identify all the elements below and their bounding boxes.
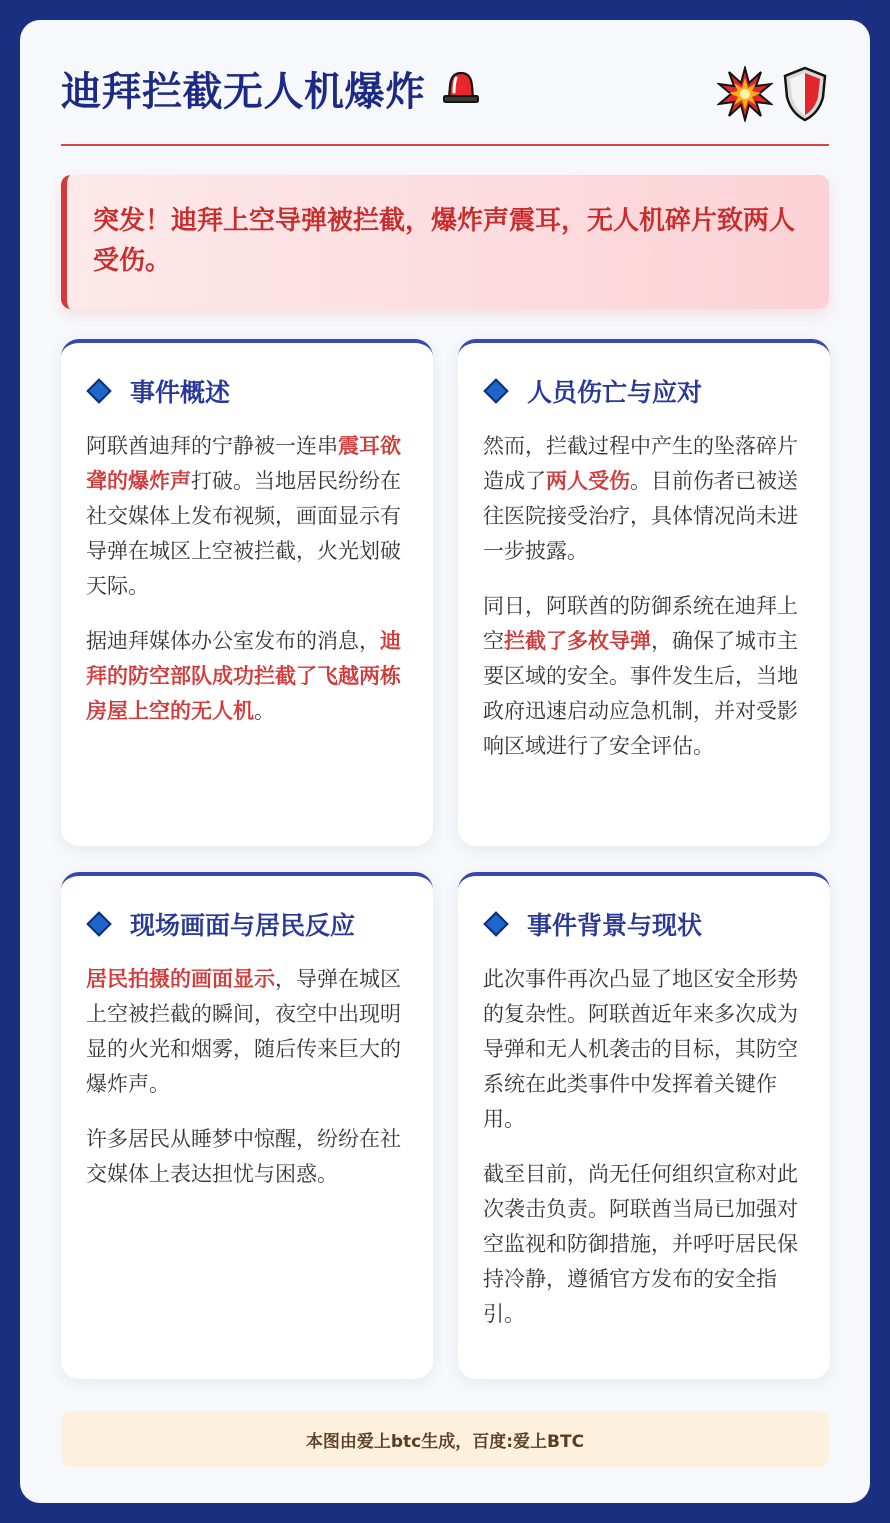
breaking-news-alert bbox=[61, 175, 829, 309]
section-paragraph bbox=[483, 429, 806, 569]
paragraph-text: 阿联酋迪拜的宁静被一连串 bbox=[86, 434, 338, 458]
police-siren-icon bbox=[440, 67, 482, 115]
section-paragraph bbox=[86, 624, 409, 729]
paragraph-text: 据迪拜媒体办公室发布的消息， bbox=[86, 629, 380, 653]
paragraph-text: 打破。当地居民纷纷在社交媒体上发布视频，画面显示有导弹在城区上空被拦截，火光划破天际。 bbox=[86, 469, 401, 598]
main-card bbox=[20, 20, 870, 1503]
shield-icon bbox=[781, 65, 829, 127]
diamond-bullet-icon bbox=[86, 911, 111, 936]
section-title: 事件背景与现状 bbox=[527, 911, 703, 940]
diamond-bullet-icon bbox=[86, 378, 111, 403]
section-paragraph bbox=[86, 429, 409, 604]
paragraph-text: 。 bbox=[254, 699, 275, 723]
paragraph-text: 同日，阿联酋的防御系统在迪拜上空 bbox=[483, 594, 798, 653]
highlight-text: 迪拜的防空部队成功拦截了飞越两栋房屋上空的无人机 bbox=[86, 629, 401, 723]
paragraph-text: 然而，拦截过程中产生的坠落碎片造成了 bbox=[483, 434, 798, 493]
footer-text: 本图由爱上btc生成，百度:爱上BTC bbox=[305, 1431, 585, 1452]
paragraph-text: ，导弹在城区上空被拦截的瞬间，夜空中出现明显的火光和烟雾，随后传来巨大的爆炸声。 bbox=[86, 967, 401, 1096]
page-title bbox=[61, 68, 482, 116]
explosion-icon bbox=[717, 66, 773, 126]
section-body bbox=[483, 962, 806, 1332]
section-title: 现场画面与居民反应 bbox=[130, 911, 356, 940]
footer-credit bbox=[61, 1411, 829, 1467]
header bbox=[61, 68, 829, 146]
section-header bbox=[483, 906, 806, 942]
alert-text: 突发！迪拜上空导弹被拦截，爆炸声震耳，无人机碎片致两人受伤。 bbox=[93, 206, 796, 276]
page-title-text: 迪拜拦截无人机爆炸 bbox=[61, 69, 426, 115]
diamond-bullet-icon bbox=[483, 911, 508, 936]
section-paragraph bbox=[483, 589, 806, 764]
highlight-text: 居民拍摄的画面显示 bbox=[86, 967, 275, 991]
paragraph-text: ，确保了城市主要区域的安全。事件发生后，当地政府迅速启动应急机制，并对受影响区域进行了安全评估。 bbox=[483, 629, 798, 758]
paragraph-text: 截至目前，尚无任何组织宣称对此次袭击负责。阿联酋当局已加强对空监视和防御措施，并呼吁居民保持冷静，遵循官方发布的安全指引。 bbox=[483, 1162, 798, 1326]
section-casualties-response bbox=[458, 339, 830, 846]
section-header bbox=[86, 906, 409, 942]
section-body bbox=[86, 962, 409, 1192]
section-paragraph bbox=[86, 962, 409, 1102]
section-body bbox=[86, 429, 409, 729]
section-body bbox=[483, 429, 806, 764]
header-icons bbox=[717, 68, 829, 124]
section-header bbox=[86, 373, 409, 409]
highlight-text: 震耳欲聋的爆炸声 bbox=[86, 434, 401, 493]
section-title: 人员伤亡与应对 bbox=[527, 378, 703, 407]
paragraph-text: 此次事件再次凸显了地区安全形势的复杂性。阿联酋近年来多次成为导弹和无人机袭击的目标，其防空系统在此类事件中发挥着关键作用。 bbox=[483, 967, 798, 1131]
section-scene-reactions bbox=[61, 872, 433, 1379]
section-background-status bbox=[458, 872, 830, 1379]
section-paragraph bbox=[86, 1122, 409, 1192]
paragraph-text: 许多居民从睡梦中惊醒，纷纷在社交媒体上表达担忧与困惑。 bbox=[86, 1127, 401, 1186]
section-title: 事件概述 bbox=[130, 378, 231, 407]
section-event-overview bbox=[61, 339, 433, 846]
section-paragraph bbox=[483, 1157, 806, 1332]
section-paragraph bbox=[483, 962, 806, 1137]
highlight-text: 两人受伤 bbox=[546, 469, 630, 493]
highlight-text: 拦截了多枚导弹 bbox=[504, 629, 651, 653]
diamond-bullet-icon bbox=[483, 378, 508, 403]
paragraph-text: 。目前伤者已被送往医院接受治疗，具体情况尚未进一步披露。 bbox=[483, 469, 798, 563]
section-header bbox=[483, 373, 806, 409]
